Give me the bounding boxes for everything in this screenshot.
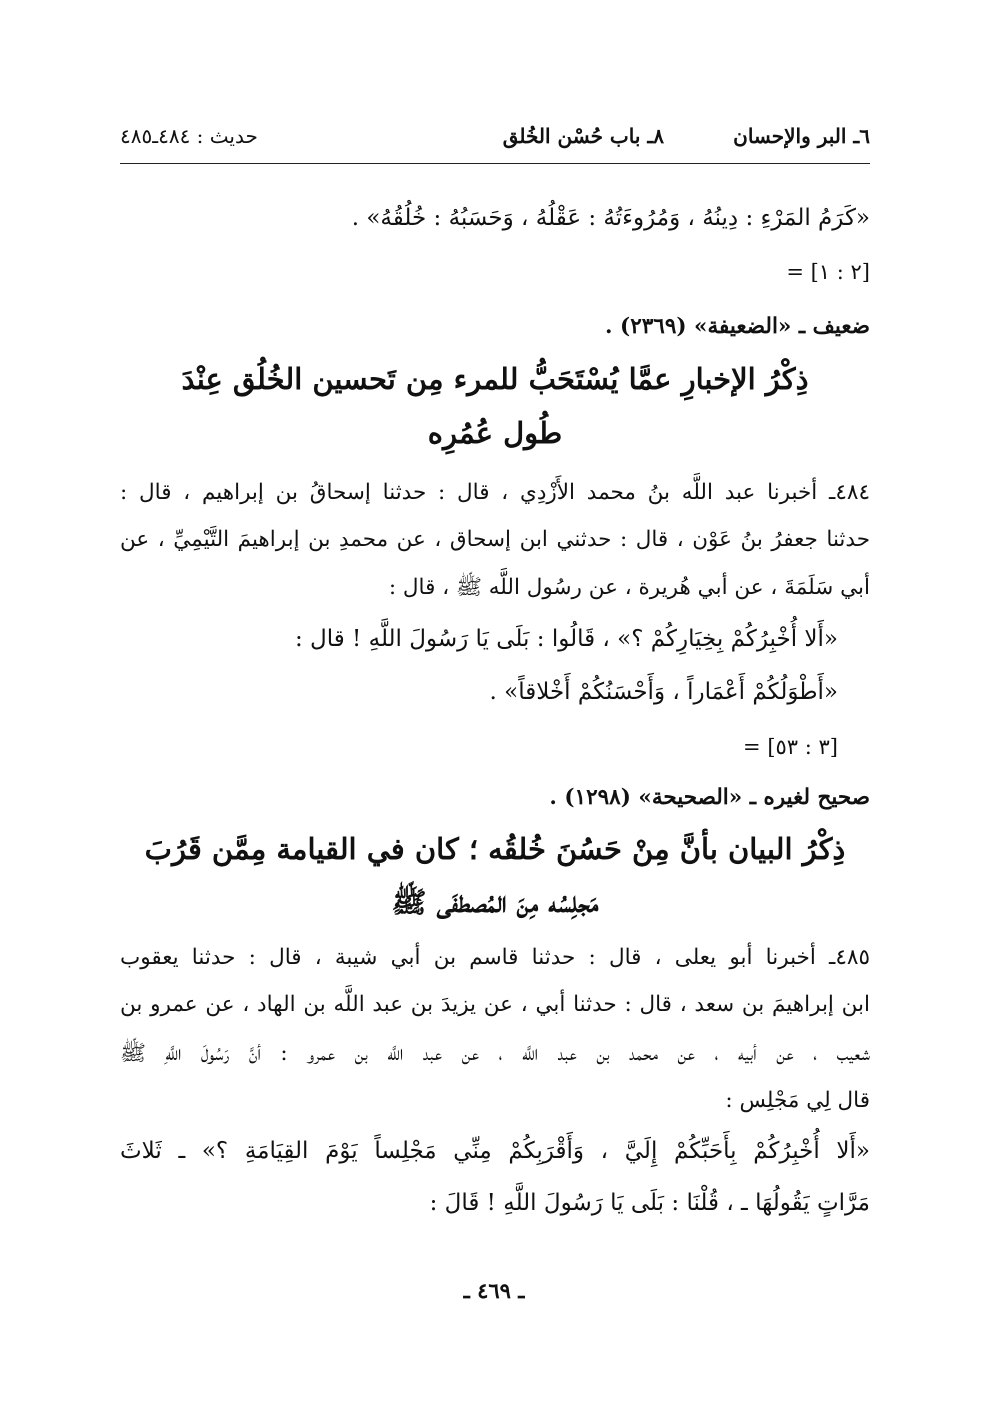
running-header: [120, 124, 870, 158]
quote-line: «أَلا أُخْبِرُكُمْ بِخِيَارِكُمْ ؟» ، قَالُوا : بَلَى يَا رَسُولَ اللَّهِ ! قال :: [294, 626, 838, 652]
quote-line: «كَرَمُ المَرْءِ : دِينُهُ ، وَمُرُوءَتُهُ : عَقْلُهُ ، وَحَسَبُهُ : خُلُقُهُ» .: [351, 205, 870, 231]
hadith-grade: صحيح لغيره ـ «الصحيحة» (١٢٩٨) .: [549, 785, 870, 810]
quote-line: «أَطْوَلُكُمْ أَعْمَاراً ، وَأَحْسَنُكُمْ أَخْلاقاً» .: [489, 679, 838, 705]
header-rule: [120, 163, 870, 164]
header-hadith-range: حديث : ٤٨٤ـ٤٨٥: [120, 124, 258, 148]
hadith-grade: ضعيف ـ «الضعيفة» (٢٣٦٩) .: [605, 314, 870, 339]
hadith-text-line: شعيب ، عن أبيه ، عن محمد بن عبد اللَّه ، عن عبد اللَّه بن عمرو : أنَّ رَسُولَ اللَّهِ ﷺ: [120, 1041, 870, 1066]
hadith-text-line: قال لِي مَجْلِس :: [725, 1088, 870, 1113]
hadith-text-line: أبي سَلَمَةَ ، عن أبي هُريرة ، عن رسُول اللَّه ﷺ ، قال :: [388, 575, 870, 600]
hadith-text-line: ابن إبراهيمَ بن سعد ، قال : حدثنا أبي ، عن يزيدَ بن عبد اللَّه بن الهاد ، عن عمرو بن: [120, 992, 870, 1017]
cross-reference: = [٢ : ١]: [786, 260, 870, 284]
quote-line: «أَلا أُخْبِرُكُمْ بِأَحَبِّكُمْ إِلَيَّ ، وَأَقْرَبِكُمْ مِنِّي مَجْلِساً يَوْمَ القِيَامَةِ ؟» ـ ثَلاثَ: [120, 1138, 870, 1164]
cross-reference: = [٣ : ٥٣]: [743, 735, 838, 759]
section-title-line: مَجلِسُه مِنَ المُصطفَى ﷺ: [391, 885, 599, 919]
hadith-text-line: ٤٨٤ـ أخبرنا عبد اللَّه بنُ محمد الأَزْدِي ، قال : حدثنا إسحاقُ بن إبراهيم ، قال :: [120, 480, 870, 505]
hadith-text-line: حدثنا جعفرُ بنُ عَوْن ، قال : حدثني ابن إسحاق ، عن محمدِ بن إبراهيمَ التَّيْمِيِّ ، عن: [120, 527, 870, 552]
section-title-line: ذِكْرُ البيان بأنَّ مِنْ حَسُنَ خُلقُه ؛ كان في القيامة مِمَّن قَرُبَ: [144, 832, 846, 866]
header-chapter: ٦ـ البر والإحسان: [733, 124, 870, 148]
header-section: ٨ـ باب حُسْن الخُلق: [502, 124, 664, 148]
section-title-line: ذِكْرُ الإخبارِ عمَّا يُسْتَحَبُّ للمرء مِن تَحسين الخُلُق عِنْدَ: [181, 362, 809, 396]
hadith-text-line: ٤٨٥ـ أخبرنا أبو يعلى ، قال : حدثنا قاسم بن أبي شيبة ، قال : حدثنا يعقوب: [120, 945, 870, 970]
section-title-line: طُول عُمُرِه: [427, 416, 563, 450]
quote-line: مَرَّاتٍ يَقُولُهَا ـ ، قُلْنَا : بَلَى يَا رَسُولَ اللَّهِ ! قَالَ :: [429, 1190, 870, 1216]
page-number: ـ ٤٦٩ ـ: [463, 1278, 525, 1303]
